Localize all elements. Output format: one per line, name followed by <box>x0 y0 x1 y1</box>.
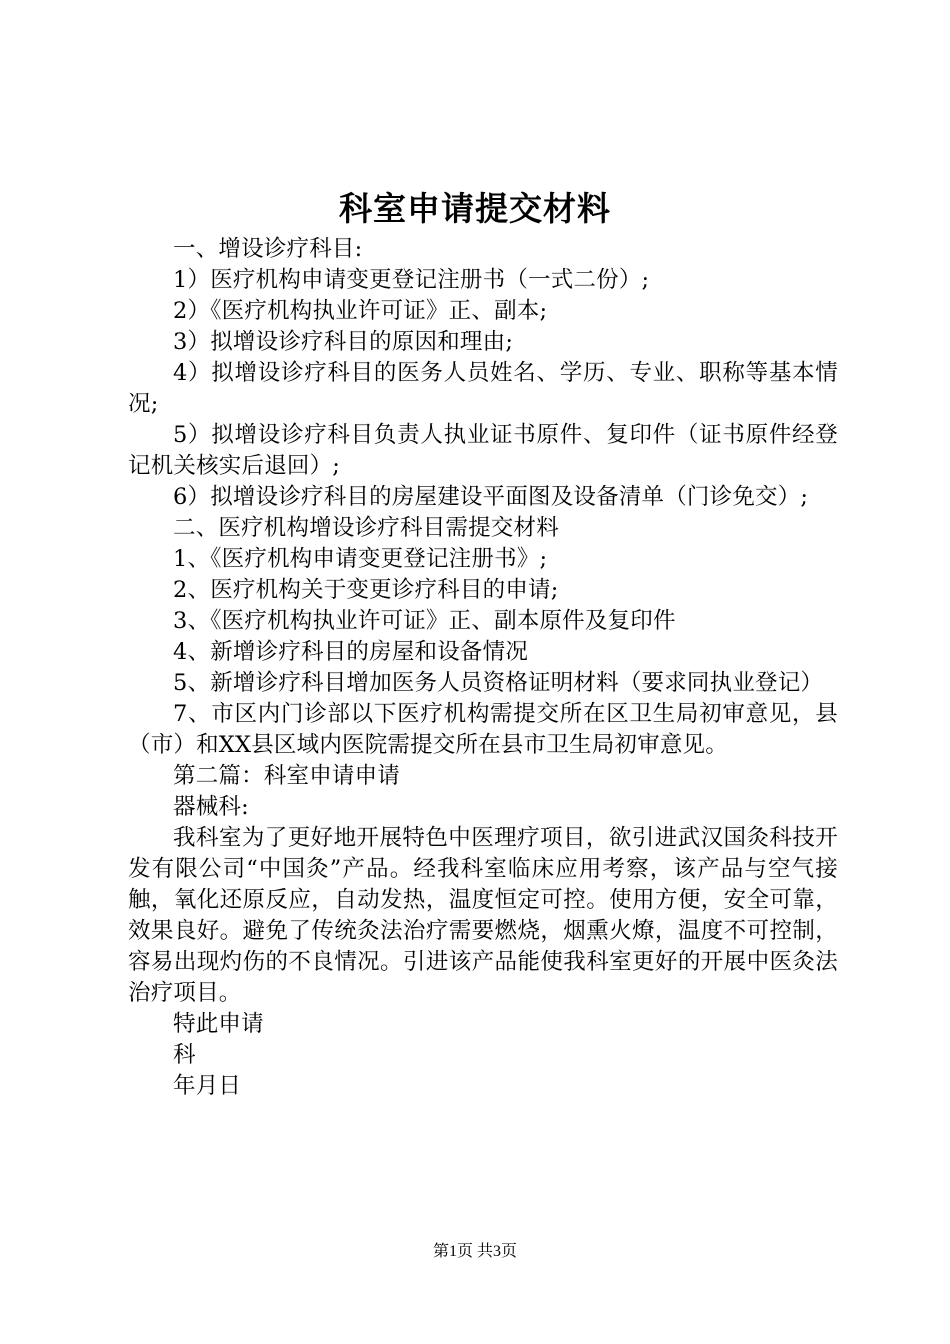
paragraph: 我科室为了更好地开展特色中医理疗项目，欲引进武汉国灸科技开发有限公司“中国灸”产品。经我科室临床应用考察，该产品与空气接触，氧化还原反应，自动发热，温度恒定可控。使用方便，安全可靠，效果良好。避免了传统灸法治疗需要燃烧，烟熏火燎，温度不可控制，容易出现灼伤的不良情况。引进该产品能使我科室更好的开展中医灸法治疗项目。 <box>128 825 838 1006</box>
paragraph: 5）拟增设诊疗科目负责人执业证书原件、复印件（证书原件经登记机关核实后退回）; <box>128 422 838 479</box>
paragraph: 器械科: <box>173 794 249 820</box>
paragraph: 年月日 <box>173 1073 242 1099</box>
paragraph: 2、医疗机构关于变更诊疗科目的申请; <box>173 577 559 603</box>
paragraph: 一、增设诊疗科目: <box>173 236 363 262</box>
paragraph: 1）医疗机构申请变更登记注册书（一式二份）; <box>173 267 650 293</box>
paragraph: 第二篇：科室申请申请 <box>173 763 401 789</box>
paragraph: 4）拟增设诊疗科目的医务人员姓名、学历、专业、职称等基本情况; <box>128 360 838 417</box>
page-footer: 第1页 共3页 <box>432 1243 517 1260</box>
paragraph: 2）《医疗机构执业许可证》正、副本; <box>173 298 548 324</box>
document-title: 科室申请提交材料 <box>339 189 611 228</box>
paragraph: 3、《医疗机构执业许可证》正、副本原件及复印件 <box>173 608 676 634</box>
paragraph: 4、新增诊疗科目的房屋和设备情况 <box>173 639 529 665</box>
paragraph: 特此申请 <box>173 1011 264 1037</box>
paragraph: 1、《医疗机构申请变更登记注册书》; <box>173 546 548 572</box>
paragraph: 科 <box>173 1042 196 1068</box>
paragraph: 6）拟增设诊疗科目的房屋建设平面图及设备清单（门诊免交）; <box>173 484 809 510</box>
document-body <box>128 234 838 1102</box>
paragraph: 二、医疗机构增设诊疗科目需提交材料 <box>173 515 559 541</box>
paragraph: 7、市区内门诊部以下医疗机构需提交所在区卫生局初审意见，县（市）和XX县区域内医院需提交所在县市卫生局初审意见。 <box>128 701 838 758</box>
paragraph: 5、新增诊疗科目增加医务人员资格证明材料（要求同执业登记） <box>173 670 824 696</box>
paragraph: 3）拟增设诊疗科目的原因和理由; <box>173 329 514 355</box>
